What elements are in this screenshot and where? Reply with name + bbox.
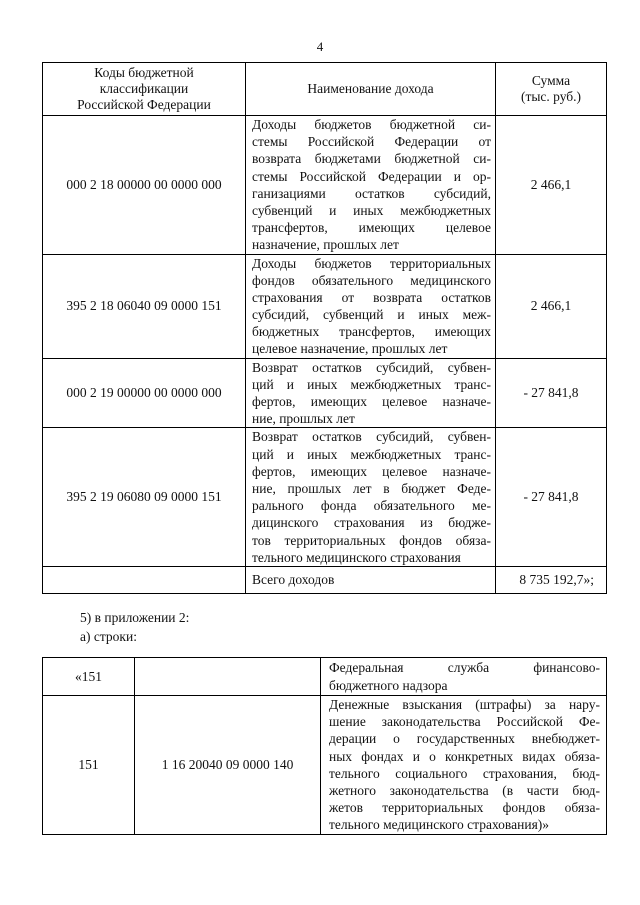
income-name-line: рального фонда обязательного ме- [252,498,491,514]
income-name-line: фертов, имеющих целевое назначе- [252,394,491,409]
income-sum: - 27 841,8 [496,428,607,567]
income-name-line: Доходы бюджетов бюджетной си- [252,117,491,132]
header-codes [43,63,246,116]
admin-code: 151 [43,696,135,835]
total-empty-cell [43,566,246,593]
income-name-line: ных фондах и о конкретных видах обяза- [329,748,600,764]
total-label: Всего доходов [246,566,496,593]
total-row [43,566,607,593]
income-name-line: тельного медицинского страхования [252,549,461,565]
header-sum-line: Сумма [531,73,571,88]
table-row [43,116,607,255]
paragraph-appendix: 5) в приложении 2: [80,610,190,625]
income-name [246,116,496,255]
income-name-line: бюджетных трансфертов, имеющих [252,324,491,340]
table-row [43,696,607,835]
budget-code: 395 2 18 06040 09 0000 151 [43,254,246,358]
table-row [43,658,607,696]
header-sum-line: (тыс. руб.) [520,89,582,104]
admin-name [321,658,607,696]
income-name-line: дицинского страхования из бюдже- [252,515,491,531]
income-name-line: ние, прошлых лет [252,411,355,427]
income-name-line: ций и иных межбюджетных транс- [252,376,491,392]
income-name-line: Денежные взыскания (штрафы) за нару- [329,697,600,712]
income-name-line: возврата бюджетами бюджетной си- [252,151,491,167]
income-sum: 2 466,1 [496,254,607,358]
income-name-line: тов территориальных фондов обяза- [252,532,491,548]
income-table [42,62,607,594]
income-name-line: целевое назначение, прошлых лет [252,341,448,357]
income-name-line: Возврат остатков субсидий, субвен- [252,359,491,375]
table-row [43,428,607,567]
income-name-line: субсидий, субвенций и иных меж- [252,307,491,323]
income-name [321,696,607,835]
appendix-table [42,657,607,835]
paragraph-rows: а) строки: [80,629,137,644]
income-name-line: трансфертов, имеющих целевое [252,220,491,236]
total-sum: 8 735 192,7»; [496,566,607,593]
income-sum: 2 466,1 [496,116,607,255]
income-name-line: жетов территориальных фондов обяза- [329,800,600,816]
budget-code: 000 2 18 00000 00 0000 000 [43,116,246,255]
income-name-line: дерации о государственных внебюджет- [329,731,600,747]
income-name-line: ций и иных межбюджетных транс- [252,446,491,462]
income-name-line: ние, прошлых лет в бюджет Феде- [252,480,491,496]
income-name-line: тельного социального страхования, бюд- [329,765,600,781]
income-name-line: шение законодательства Российской Фе- [329,714,600,730]
income-name-line: субвенций и иных межбюджетных [252,202,491,218]
header-name [246,63,496,116]
table-row [43,254,607,358]
income-name-line: страхования от возврата остатков [252,289,491,305]
income-name-line: стемы Российской Федерации от [252,134,491,150]
income-name-line: стемы Российской Федерации и ор- [252,168,491,184]
income-name [246,254,496,358]
income-name [246,428,496,567]
admin-code: «151 [43,658,135,696]
header-sum [496,63,607,116]
header-codes-line: Коды бюджетной [94,65,194,80]
admin-name-line: бюджетного надзора [329,677,448,693]
income-name-line: Доходы бюджетов территориальных [252,255,491,271]
budget-code: 000 2 19 00000 00 0000 000 [43,358,246,428]
budget-code: 395 2 19 06080 09 0000 151 [43,428,246,567]
table-row [43,358,607,428]
income-name-line: фертов, имеющих целевое назначе- [252,463,491,479]
header-name-text: Наименование дохода [307,81,434,96]
income-name-line: тельного медицинского страхования)» [329,817,550,833]
income-name-line: ганизациями остатков субсидий, [252,185,491,201]
income-sum: - 27 841,8 [496,358,607,428]
header-codes-line: классификации [99,81,189,96]
budget-code [135,658,321,696]
income-name [246,358,496,428]
page-number: 4 [316,39,324,54]
admin-name-line: Федеральная служба финансово- [329,660,600,676]
income-name-line: назначение, прошлых лет [252,237,399,253]
income-name-line: Возврат остатков субсидий, субвен- [252,429,491,445]
budget-code: 1 16 20040 09 0000 140 [135,696,321,835]
header-codes-line: Российской Федерации [77,97,211,112]
income-name-line: жетного законодательства (в части бюд- [329,782,600,798]
income-table-header [43,63,607,116]
income-name-line: фондов обязательного медицинского [252,272,491,288]
